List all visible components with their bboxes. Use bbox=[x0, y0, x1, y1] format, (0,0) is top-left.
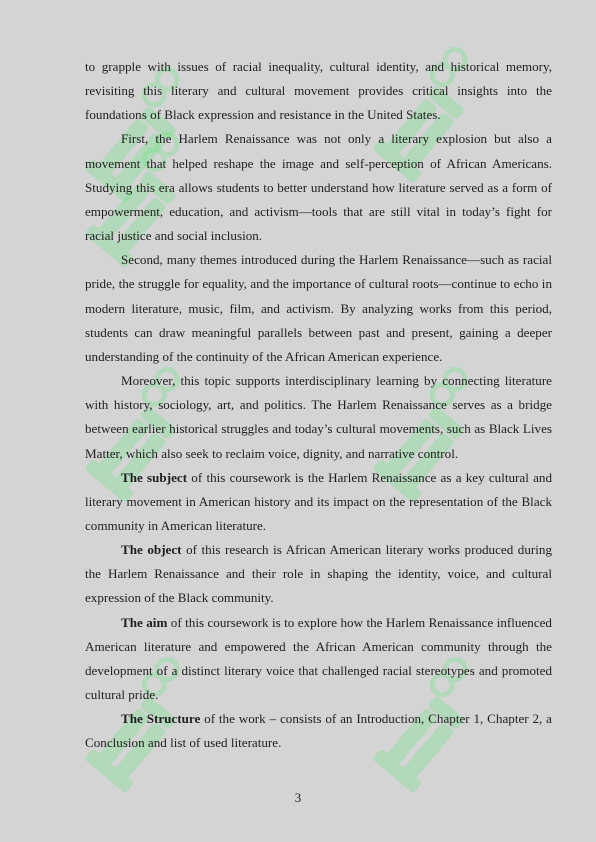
paragraph-text: to grapple with issues of racial inequality, cultural identity, and historical memory, revisiting this literary and cultural movement provides critical insights into the foundations of Black expression and resistance in the United States. bbox=[85, 59, 552, 123]
paragraph-text: of this coursework is to explore how the Harlem Renaissance influenced American literature and empowered the African American community through the development of a distinct literary voice that challenged racial stereotypes and promoted cultural pride. bbox=[85, 614, 552, 703]
paragraph-text: Moreover, this topic supports interdisciplinary learning by connecting literature with history, sociology, art, and politics. The Harlem Renaissance serves as a bridge between earlier historical struggles and today’s cultural movements, such as Black Lives Matter, which also seek to reclaim voice, dignity, and narrative control. bbox=[85, 373, 552, 461]
paragraph bbox=[85, 127, 552, 248]
paragraph-lead: The Structure bbox=[121, 711, 201, 727]
paragraph-text: Second, many themes introduced during the Harlem Renaissance—such as racial pride, the struggle for equality, and the importance of cultural roots—continue to echo in modern literature, music, film, and activism. By analyzing works from this period, students can draw meaningful parallels between past and present, gaining a deeper understanding of the continuity of the African American experience. bbox=[85, 252, 552, 364]
paragraph bbox=[85, 369, 552, 466]
paragraph-text: of this coursework is the Harlem Renaissance as a key cultural and literary movement in American history and its impact on the representation of the Black community in American literature. bbox=[85, 469, 553, 533]
paragraph bbox=[85, 55, 552, 127]
paragraph-lead: The subject bbox=[121, 469, 188, 485]
paragraph-text: of this research is African American literary works produced during the Harlem Renaissance and their role in shaping the identity, voice, and cultural expression of the Black community. bbox=[85, 542, 552, 606]
body-text bbox=[85, 55, 552, 756]
page-number: 3 bbox=[294, 790, 302, 805]
paragraph bbox=[85, 248, 552, 369]
paragraph-text: First, the Harlem Renaissance was not only a literary explosion but also a movement that helped reshape the image and self-perception of African Americans. Studying this era allows students to better understand how literature served as a form of empowerment, education, and activism—tools that are still vital in today’s fight for racial justice and social inclusion. bbox=[85, 131, 552, 244]
paragraph-lead: The object bbox=[121, 542, 182, 558]
paragraph-lead: The aim bbox=[121, 614, 168, 630]
paragraph-structure bbox=[85, 707, 552, 755]
paragraph-text: of the work – consists of an Introduction, Chapter 1, Chapter 2, a Conclusion and list of used literature. bbox=[85, 711, 552, 751]
paragraph-subject bbox=[85, 466, 552, 538]
paragraph-aim bbox=[85, 611, 552, 708]
paragraph-object bbox=[85, 538, 552, 610]
